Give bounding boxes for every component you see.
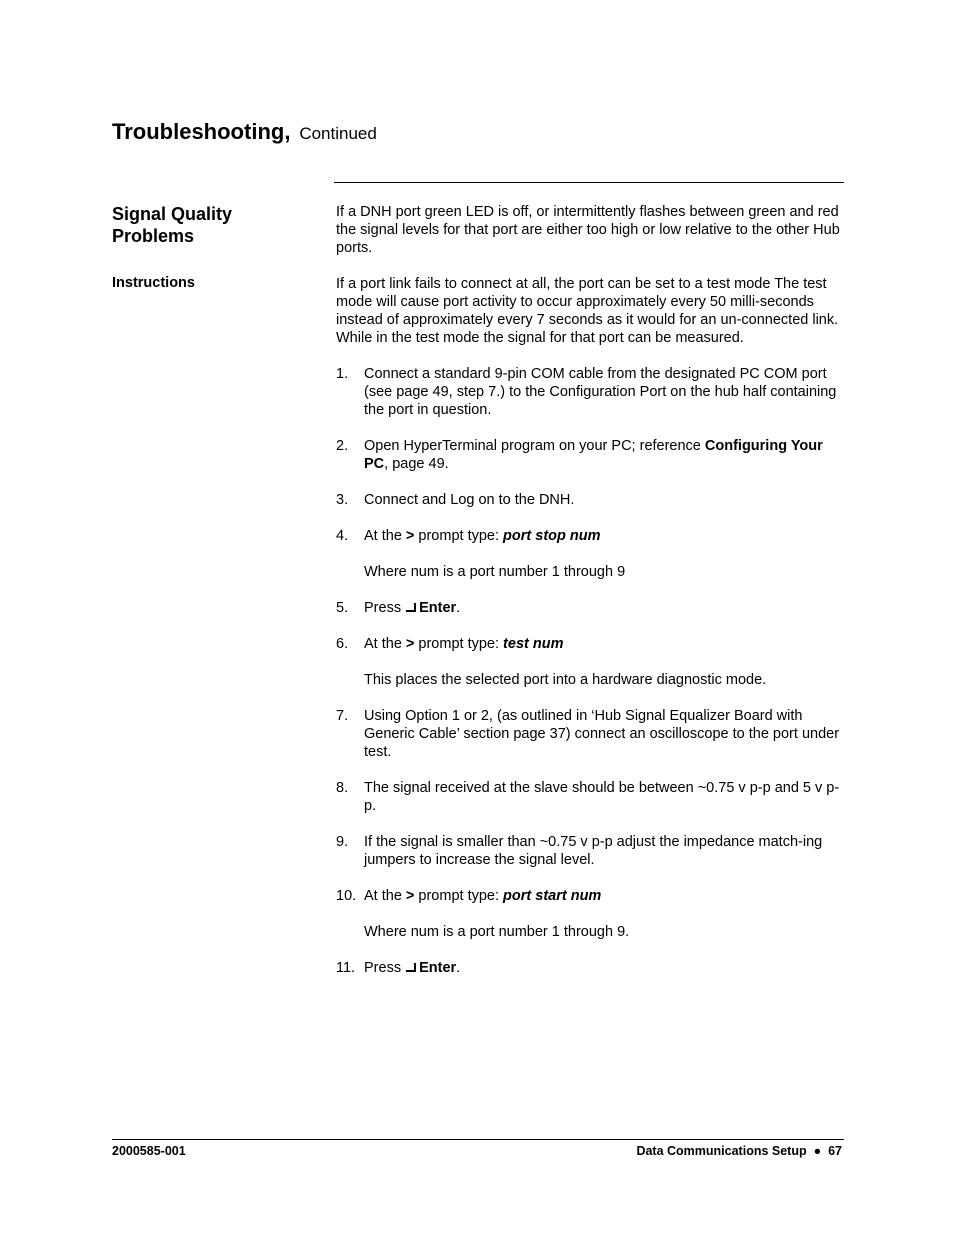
page-number: 67 [828,1144,842,1158]
step-number: 7. [336,708,349,724]
step-text: The signal received at the slave should be between ~0.75 v p-p and 5 v p-p. [364,780,840,814]
intro-paragraph: If a DNH port green LED is off, or intermittently flashes between green and red the signal levels for that port are either too high or low relative to the other Hub ports. [336,204,840,256]
step-text-post: , page 49. [384,456,449,472]
step-number: 10. [336,888,357,904]
document-number: 2000585-001 [112,1144,186,1158]
prompt-symbol: > [405,636,415,652]
step-8 [336,779,842,815]
section-divider [334,182,844,183]
step-text [364,635,842,653]
step-text [364,437,842,473]
step-11 [336,959,842,977]
step-2 [336,437,842,473]
step-text [364,527,842,545]
step-text-pre: At the [364,888,406,904]
step-4 [336,527,842,545]
step-1 [336,365,842,419]
command-text: port start num [503,888,602,904]
step-note: This places the selected port into a hardware diagnostic mode. [364,672,767,688]
key-label: Enter [419,960,457,976]
step-note: Where num is a port number 1 through 9. [364,924,630,940]
step-number: 1. [336,366,349,382]
reference-link-text: Configuring Your PC [364,438,823,472]
step-5 [336,599,842,617]
page-title-main: Troubleshooting, [112,119,291,144]
step-text: Connect and Log on to the DNH. [364,492,575,508]
step-text: Connect a standard 9-pin COM cable from the designated PC COM port (see page 49, step 7.) to the Configuration Port on the hub half containing the port in question. [364,366,837,418]
prompt-symbol: > [405,888,415,904]
step-6 [336,635,842,653]
step-text-pre: Open HyperTerminal program on your PC; reference [364,438,705,454]
command-text: test num [503,636,564,652]
step-3 [336,491,842,509]
step-number: 11. [336,960,356,976]
step-text-pre: At the [364,528,406,544]
step-9 [336,833,842,869]
step-number: 8. [336,780,349,796]
step-text-pre: At the [364,636,406,652]
step-number: 9. [336,834,349,850]
section-heading: Signal Quality Problems [112,204,233,246]
step-number: 4. [336,528,349,544]
prompt-symbol: > [405,528,415,544]
subsection-heading: Instructions [112,275,195,291]
bullet-separator: ● [813,1144,822,1158]
page-title [112,110,377,147]
step-text-post: . [456,600,461,616]
instructions-paragraph: If a port link fails to connect at all, the port can be set to a test mode The test mode will cause port activity to occur approximately every 50 milli-seconds instead of approximately every 7 seconds as it would for an un-connected link. While in the test mode the signal for that port can be measured. [336,276,839,346]
enter-key-icon [405,603,417,613]
key-label: Enter [419,600,457,616]
command-text: port stop num [503,528,601,544]
body-column [336,203,842,995]
step-text-mid: prompt type: [414,528,504,544]
step-text [364,599,842,617]
step-text-post: . [456,960,461,976]
step-note: Where num is a port number 1 through 9 [364,564,626,580]
footer-section [636,1144,842,1158]
step-number: 6. [336,636,349,652]
step-text [364,887,842,905]
page-title-continued: Continued [299,124,377,143]
footer-divider [112,1139,844,1140]
step-7 [336,707,842,761]
step-text-mid: prompt type: [414,888,504,904]
step-number: 5. [336,600,349,616]
step-text-mid: prompt type: [414,636,504,652]
step-text: If the signal is smaller than ~0.75 v p-p adjust the impedance match-ing jumpers to increase the signal level. [364,834,823,868]
step-number: 3. [336,492,349,508]
step-text-pre: Press [364,960,406,976]
step-text-pre: Press [364,600,406,616]
step-10 [336,887,842,905]
step-number: 2. [336,438,349,454]
enter-key-icon [405,963,417,973]
section-name: Data Communications Setup [636,1144,807,1158]
step-text: Using Option 1 or 2, (as outlined in ‘Hub Signal Equalizer Board with Generic Cable’ section page 37) connect an oscilloscope to the port under test. [364,708,840,760]
step-text [364,959,842,977]
